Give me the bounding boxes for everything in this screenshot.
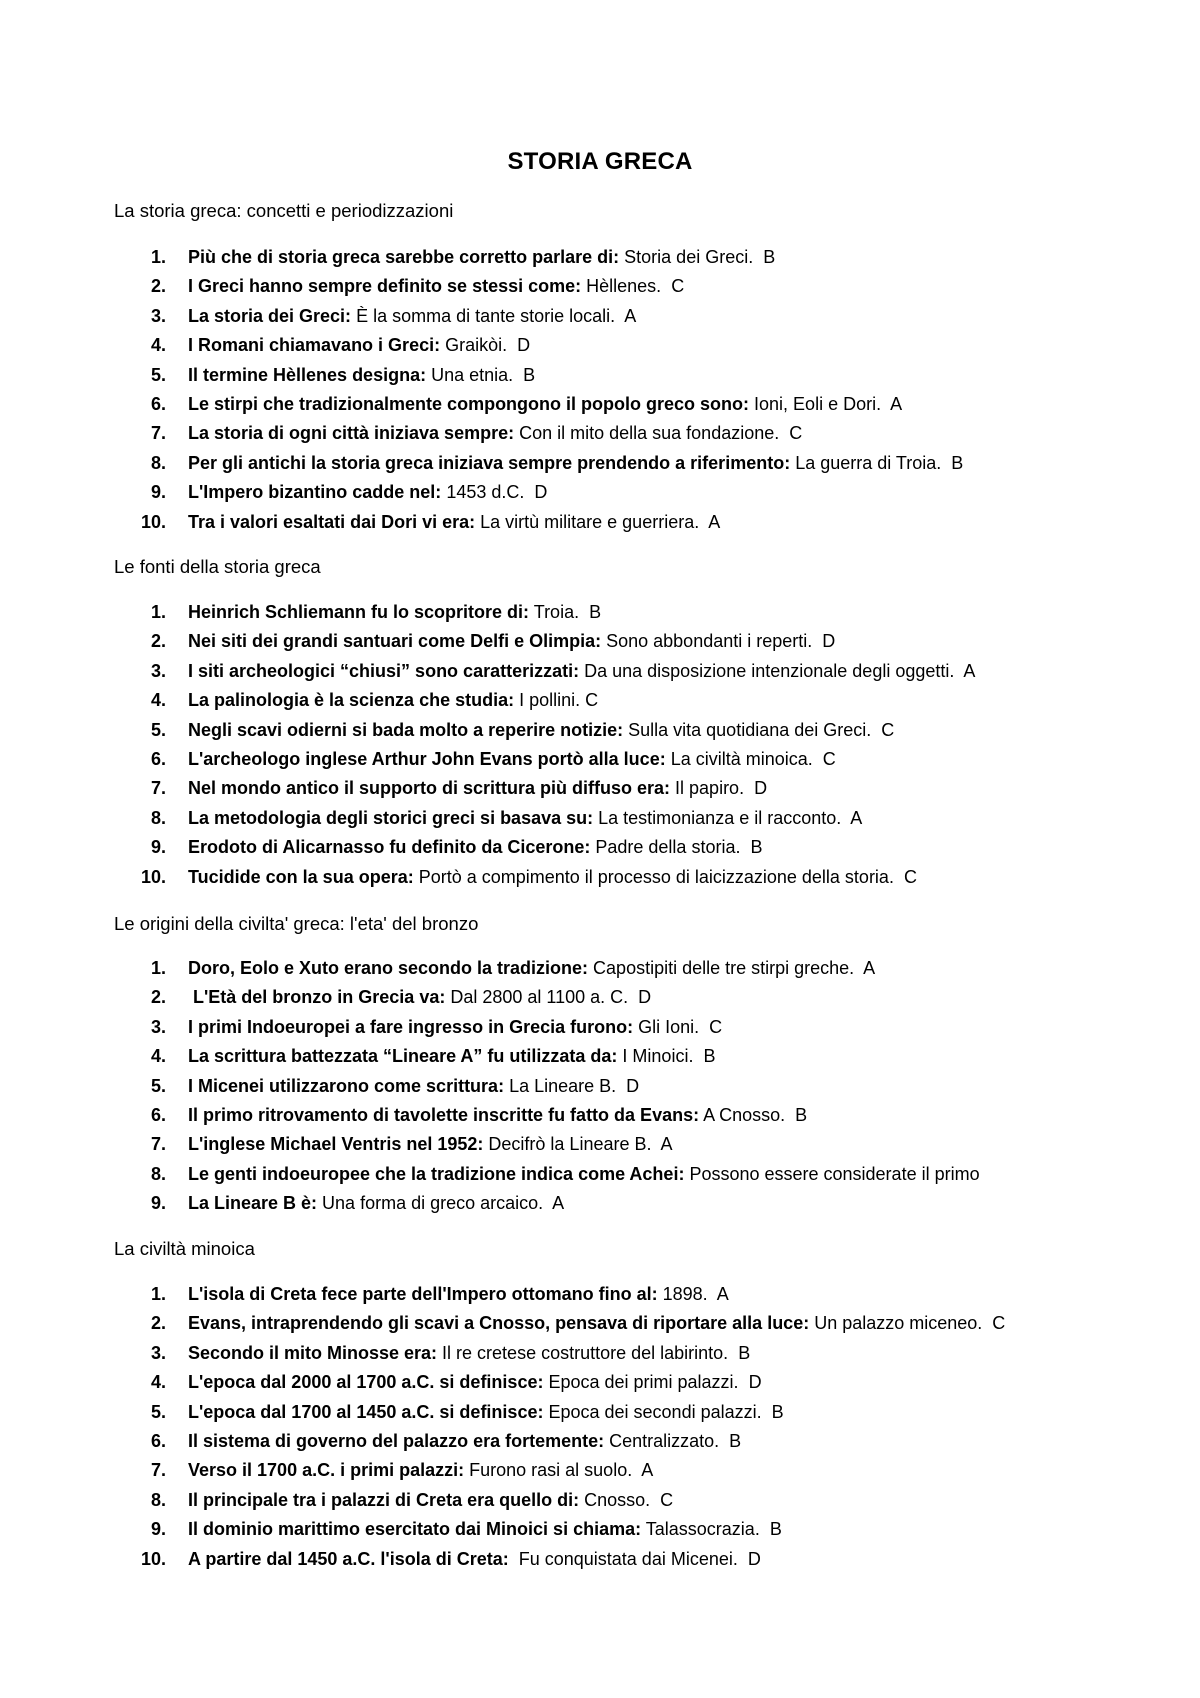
answer-text: Troia. <box>529 602 580 622</box>
list-item <box>0 302 1200 331</box>
answer-letter: A <box>954 660 976 681</box>
answer-letter: C <box>779 423 803 444</box>
answer-letter: B <box>719 1430 742 1451</box>
answer-letter: D <box>737 1548 761 1569</box>
item-number: 5. <box>150 719 166 740</box>
item-text <box>188 716 894 745</box>
item-text <box>188 1130 673 1159</box>
question-stem: La scrittura battezzata “Lineare A” fu utilizzata da: <box>188 1046 618 1067</box>
list-item <box>0 243 1200 272</box>
item-text <box>188 1072 639 1101</box>
list-item <box>0 686 1200 715</box>
question-stem: Secondo il mito Minosse era: <box>188 1342 438 1363</box>
list-item <box>0 1368 1200 1397</box>
item-text <box>188 1545 761 1574</box>
answer-letter: B <box>785 1104 808 1125</box>
question-stem: Erodoto di Alicarnasso fu definito da Cicerone: <box>188 837 591 858</box>
list-item <box>0 863 1200 892</box>
answer-text: È la somma di tante storie locali. <box>351 305 616 326</box>
list-item <box>0 419 1200 448</box>
list-item <box>0 1456 1200 1485</box>
question-stem: La palinologia è la scienza che studia: <box>188 690 515 711</box>
item-text <box>188 331 530 360</box>
answer-text: Storia dei Greci. <box>619 247 754 267</box>
answer-letter: B <box>728 1342 751 1363</box>
answer-letter: A <box>881 393 903 414</box>
item-text <box>188 983 651 1012</box>
question-stem: Il dominio marittimo esercitato dai Minoici si chiama: <box>188 1519 642 1540</box>
item-text <box>188 1160 980 1189</box>
question-stem: Evans, intraprendendo gli scavi a Cnosso, pensava di riportare alla luce: <box>188 1313 810 1334</box>
list-item <box>0 716 1200 745</box>
item-number: 9. <box>150 1519 166 1540</box>
answer-text: A Cnosso. <box>699 1104 786 1125</box>
question-stem: L'epoca dal 2000 al 1700 a.C. si definisce: <box>188 1372 544 1393</box>
item-text <box>188 598 601 627</box>
question-stem: Heinrich Schliemann fu lo scopritore di: <box>188 602 530 622</box>
item-text <box>188 1515 782 1544</box>
item-text <box>188 1309 1005 1338</box>
item-number: 7. <box>150 1134 166 1155</box>
answer-letter: D <box>507 335 531 356</box>
answer-text: Il papiro. <box>670 778 745 799</box>
section-heading: La storia greca: concetti e periodizzazioni <box>114 200 454 221</box>
answer-text: 1898. <box>657 1284 708 1304</box>
question-stem: Il primo ritrovamento di tavolette inscritte fu fatto da Evans: <box>188 1104 700 1125</box>
answer-letter: D <box>812 631 836 652</box>
item-text <box>188 833 762 862</box>
question-list <box>0 954 1200 1219</box>
question-stem: Il sistema di governo del palazzo era fortemente: <box>188 1430 605 1451</box>
answer-letter: C <box>982 1313 1006 1334</box>
list-item <box>0 1486 1200 1515</box>
question-stem: Il principale tra i palazzi di Creta era quello di: <box>188 1489 580 1510</box>
item-number: 4. <box>150 690 166 711</box>
list-item <box>0 1130 1200 1159</box>
answer-letter: B <box>740 837 763 858</box>
answer-letter: A <box>841 807 863 828</box>
answer-text: La guerra di Troia. <box>790 452 942 473</box>
item-number: 6. <box>150 393 166 414</box>
list-item <box>0 1013 1200 1042</box>
answer-text: Una forma di greco arcaico. <box>317 1193 544 1214</box>
item-number: 1. <box>150 247 166 267</box>
section-heading: La civiltà minoica <box>114 1238 255 1259</box>
answer-letter: C <box>871 719 895 740</box>
question-stem: Tucidide con la sua opera: <box>188 866 414 887</box>
answer-text: Un palazzo miceneo. <box>809 1313 983 1334</box>
answer-text: La Lineare B. <box>504 1075 617 1096</box>
item-number: 9. <box>150 1193 166 1214</box>
list-item <box>0 954 1200 983</box>
item-text <box>188 1101 807 1130</box>
item-number: 2. <box>150 987 166 1008</box>
answer-letter: C <box>580 690 599 711</box>
item-text <box>188 478 547 507</box>
list-item <box>0 1160 1200 1189</box>
question-stem: A partire dal 1450 a.C. l'isola di Creta: <box>188 1548 509 1569</box>
item-number: 2. <box>150 276 166 297</box>
answer-text: Talassocrazia. <box>641 1519 760 1540</box>
list-item <box>0 627 1200 656</box>
item-number: 4. <box>150 1046 166 1067</box>
section-heading: Le origini della civilta' greca: l'eta' del bronzo <box>114 913 479 934</box>
item-text <box>188 1456 653 1485</box>
item-text <box>188 627 835 656</box>
answer-letter: D <box>628 987 652 1008</box>
item-number: 5. <box>150 1075 166 1096</box>
item-number: 4. <box>150 335 166 356</box>
item-text <box>188 243 775 272</box>
item-text <box>188 657 975 686</box>
answer-letter: B <box>693 1046 716 1067</box>
answer-letter: A <box>854 958 876 978</box>
question-stem: L'archeologo inglese Arthur John Evans portò alla luce: <box>188 748 666 769</box>
list-item <box>0 804 1200 833</box>
item-text <box>188 1339 750 1368</box>
answer-text: Hèllenes. <box>581 276 662 297</box>
question-stem: I Romani chiamavano i Greci: <box>188 335 441 356</box>
item-number: 5. <box>150 364 166 385</box>
list-item <box>0 1545 1200 1574</box>
question-stem: Nel mondo antico il supporto di scrittura più diffuso era: <box>188 778 671 799</box>
item-text <box>188 954 875 983</box>
answer-text: Decifrò la Lineare B. <box>483 1134 652 1155</box>
answer-letter: B <box>941 452 964 473</box>
question-stem: Verso il 1700 a.C. i primi palazzi: <box>188 1460 465 1481</box>
list-item <box>0 478 1200 507</box>
answer-letter: A <box>543 1193 565 1214</box>
item-number: 10. <box>140 866 166 887</box>
list-item <box>0 983 1200 1012</box>
question-stem: Per gli antichi la storia greca iniziava sempre prendendo a riferimento: <box>188 452 791 473</box>
item-number: 10. <box>140 1548 166 1569</box>
answer-text: Con il mito della sua fondazione. <box>514 423 780 444</box>
list-item <box>0 1398 1200 1427</box>
answer-letter: A <box>615 305 637 326</box>
item-text <box>188 686 598 715</box>
item-number: 2. <box>150 1313 166 1334</box>
item-number: 7. <box>150 778 166 799</box>
answer-letter: D <box>616 1075 640 1096</box>
item-text <box>188 390 902 419</box>
question-list <box>0 598 1200 892</box>
item-number: 6. <box>150 748 166 769</box>
question-list <box>0 243 1200 537</box>
question-stem: Più che di storia greca sarebbe corretto parlare di: <box>188 247 620 267</box>
item-text <box>188 1486 673 1515</box>
question-stem: Tra i valori esaltati dai Dori vi era: <box>188 511 476 532</box>
item-text <box>188 863 917 892</box>
item-text <box>188 1042 715 1071</box>
list-item <box>0 598 1200 627</box>
list-item <box>0 390 1200 419</box>
item-number: 5. <box>150 1401 166 1422</box>
item-number: 8. <box>150 1163 166 1184</box>
item-number: 7. <box>150 423 166 444</box>
list-item <box>0 1101 1200 1130</box>
question-stem: I Micenei utilizzarono come scrittura: <box>188 1075 505 1096</box>
item-number: 9. <box>150 837 166 858</box>
answer-text: Cnosso. <box>579 1489 651 1510</box>
list-item <box>0 1427 1200 1456</box>
list-item <box>0 1309 1200 1338</box>
item-number: 6. <box>150 1104 166 1125</box>
answer-text: Sono abbondanti i reperti. <box>601 631 813 652</box>
answer-letter: A <box>651 1134 673 1155</box>
answer-letter: C <box>661 276 685 297</box>
answer-text: Da una disposizione intenzionale degli oggetti. <box>579 660 955 681</box>
answer-letter: C <box>893 866 917 887</box>
answer-text: La civiltà minoica. <box>665 748 813 769</box>
document-title: STORIA GRECA <box>507 148 693 175</box>
item-number: 1. <box>150 958 166 978</box>
answer-text: Portò a compimento il processo di laicizzazione della storia. <box>413 866 894 887</box>
question-stem: Doro, Eolo e Xuto erano secondo la tradizione: <box>188 958 589 978</box>
item-number: 8. <box>150 1489 166 1510</box>
item-text <box>188 1368 762 1397</box>
question-stem: L'Impero bizantino cadde nel: <box>188 482 442 503</box>
question-stem: La storia dei Greci: <box>188 305 352 326</box>
question-stem: Le stirpi che tradizionalmente compongono il popolo greco sono: <box>188 393 750 414</box>
item-text <box>188 1189 564 1218</box>
answer-letter: A <box>707 1284 729 1304</box>
answer-text: Centralizzato. <box>604 1430 720 1451</box>
list-item <box>0 1339 1200 1368</box>
item-number: 8. <box>150 807 166 828</box>
list-item <box>0 833 1200 862</box>
item-number: 1. <box>150 1284 166 1304</box>
answer-letter: D <box>738 1372 762 1393</box>
item-number: 6. <box>150 1430 166 1451</box>
item-text <box>188 449 963 478</box>
item-text <box>188 1427 741 1456</box>
question-stem: Nei siti dei grandi santuari come Delfi e Olimpia: <box>188 631 602 652</box>
answer-letter: B <box>761 1401 784 1422</box>
question-stem: I primi Indoeuropei a fare ingresso in Grecia furono: <box>188 1016 634 1037</box>
list-item <box>0 272 1200 301</box>
answer-text: Dal 2800 al 1100 a. C. <box>445 987 629 1008</box>
item-number: 2. <box>150 631 166 652</box>
question-stem: L'isola di Creta fece parte dell'Impero ottomano fino al: <box>188 1284 658 1304</box>
answer-letter: B <box>759 1519 782 1540</box>
item-text <box>188 1280 729 1309</box>
list-item <box>0 449 1200 478</box>
item-text <box>188 804 862 833</box>
item-text <box>188 272 684 301</box>
question-list <box>0 1280 1200 1574</box>
answer-text: Graikòi. <box>440 335 508 356</box>
list-item <box>0 1042 1200 1071</box>
answer-letter: B <box>753 247 776 267</box>
item-number: 1. <box>150 602 166 622</box>
item-number: 3. <box>150 305 166 326</box>
answer-text: Padre della storia. <box>590 837 741 858</box>
item-text <box>188 361 535 390</box>
answer-letter: A <box>699 511 721 532</box>
answer-text: Capostipiti delle tre stirpi greche. <box>588 958 855 978</box>
answer-letter: B <box>579 602 602 622</box>
item-number: 10. <box>140 511 166 532</box>
answer-letter: A <box>632 1460 654 1481</box>
item-text <box>188 1013 722 1042</box>
answer-text: Gli Ioni. <box>633 1016 700 1037</box>
question-stem: La storia di ogni città iniziava sempre: <box>188 423 515 444</box>
item-number: 3. <box>150 1342 166 1363</box>
question-stem: I siti archeologici “chiusi” sono caratterizzati: <box>188 660 580 681</box>
question-stem: La metodologia degli storici greci si basava su: <box>188 807 594 828</box>
list-item <box>0 1072 1200 1101</box>
item-number: 7. <box>150 1460 166 1481</box>
question-stem: L'Età del bronzo in Grecia va: <box>188 987 446 1008</box>
answer-text: Ioni, Eoli e Dori. <box>749 393 882 414</box>
list-item <box>0 774 1200 803</box>
answer-text: La virtù militare e guerriera. <box>475 511 700 532</box>
item-text <box>188 774 767 803</box>
answer-letter: D <box>524 482 548 503</box>
answer-text: Sulla vita quotidiana dei Greci. <box>623 719 872 740</box>
answer-text: Epoca dei secondi palazzi. <box>543 1401 762 1422</box>
answer-text: Fu conquistata dai Micenei. <box>508 1548 738 1569</box>
list-item <box>0 508 1200 537</box>
list-item <box>0 361 1200 390</box>
section-heading: Le fonti della storia greca <box>114 556 321 577</box>
answer-text: La testimonianza e il racconto. <box>593 807 842 828</box>
item-text <box>188 302 636 331</box>
item-text <box>188 1398 784 1427</box>
list-item <box>0 745 1200 774</box>
item-number: 4. <box>150 1372 166 1393</box>
answer-text: Possono essere considerate il primo <box>684 1163 980 1184</box>
answer-letter: C <box>812 748 836 769</box>
item-number: 9. <box>150 482 166 503</box>
item-text <box>188 745 836 774</box>
list-item <box>0 1189 1200 1218</box>
question-stem: La Lineare B è: <box>188 1193 318 1214</box>
list-item <box>0 657 1200 686</box>
question-stem: L'epoca dal 1700 al 1450 a.C. si definisce: <box>188 1401 544 1422</box>
answer-text: I pollini. <box>514 690 581 711</box>
question-stem: L'inglese Michael Ventris nel 1952: <box>188 1134 484 1155</box>
item-number: 3. <box>150 1016 166 1037</box>
answer-text: 1453 d.C. <box>441 482 525 503</box>
question-stem: Negli scavi odierni si bada molto a reperire notizie: <box>188 719 624 740</box>
item-number: 8. <box>150 452 166 473</box>
answer-letter: C <box>699 1016 723 1037</box>
item-text <box>188 508 720 537</box>
list-item <box>0 1280 1200 1309</box>
list-item <box>0 331 1200 360</box>
item-number: 3. <box>150 660 166 681</box>
answer-letter: D <box>744 778 768 799</box>
answer-text: Il re cretese costruttore del labirinto. <box>437 1342 729 1363</box>
answer-text: Epoca dei primi palazzi. <box>543 1372 739 1393</box>
question-stem: Le genti indoeuropee che la tradizione indica come Achei: <box>188 1163 685 1184</box>
list-item <box>0 1515 1200 1544</box>
answer-text: Una etnia. <box>426 364 514 385</box>
answer-text: Furono rasi al suolo. <box>464 1460 633 1481</box>
answer-letter: B <box>513 364 536 385</box>
answer-letter: C <box>650 1489 674 1510</box>
question-stem: I Greci hanno sempre definito se stessi come: <box>188 276 582 297</box>
answer-text: I Minoici. <box>617 1046 694 1067</box>
item-text <box>188 419 802 448</box>
question-stem: Il termine Hèllenes designa: <box>188 364 427 385</box>
